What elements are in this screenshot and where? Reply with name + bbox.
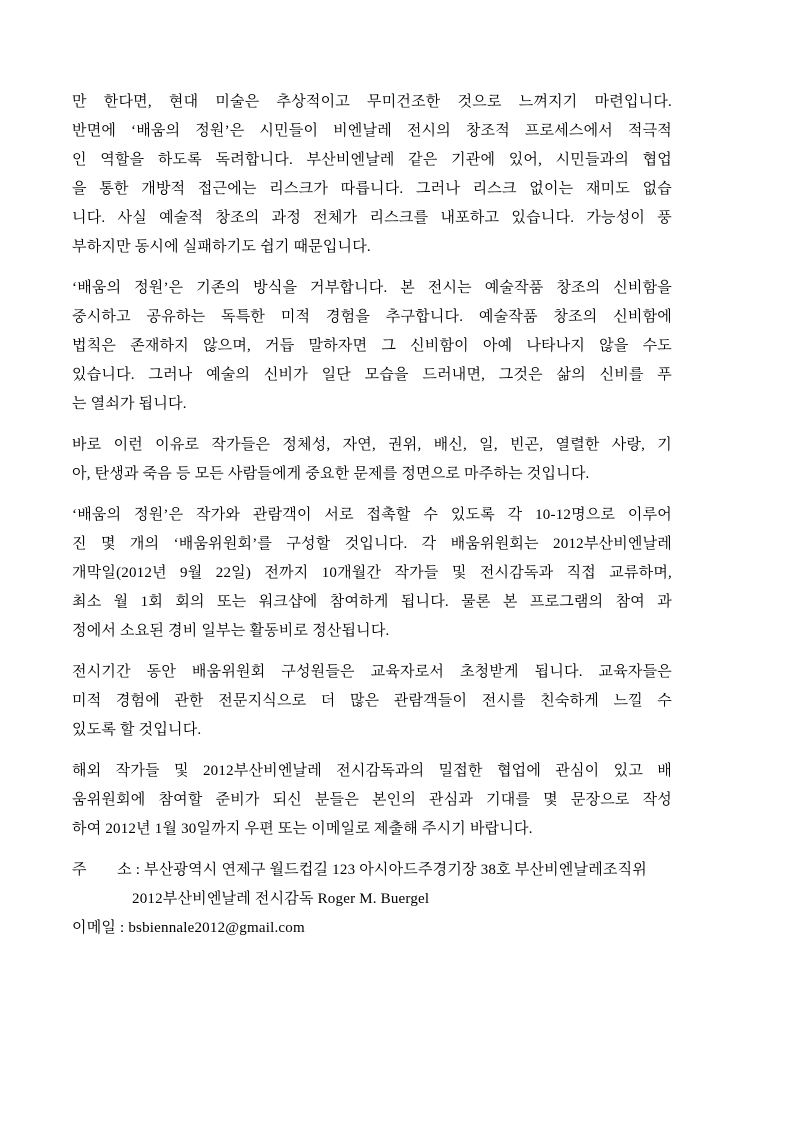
text-line: 니다. 사실 예술적 창조의 과정 전체가 리스크를 내포하고 있습니다. 가능성이 풍 — [72, 210, 672, 226]
text-line: 을 통한 개방적 접근에는 리스크가 따릅니다. 그러나 리스크 없이는 재미도 없습 — [72, 181, 672, 197]
paragraph-5 — [72, 658, 672, 745]
text-line: ‘배움의 정원’은 기존의 방식을 거부합니다. 본 전시는 예술작품 창조의 신비함을 — [72, 280, 672, 296]
email-line: 이메일 : bsbiennale2012@gmail.com — [72, 920, 305, 936]
paragraph-6 — [72, 757, 672, 844]
text-line: 있습니다. 그러나 예술의 신비가 일단 모습을 드러내면, 그것은 삶의 신비를 푸 — [72, 367, 672, 383]
text-line: 개막일(2012년 9월 22일) 전까지 10개월간 작가들 및 전시감독과 직접 교류하며, — [72, 565, 672, 581]
text-line: 최소 월 1회 회의 또는 워크샵에 참여하게 됩니다. 물론 본 프로그램의 참여 과 — [72, 594, 672, 610]
paragraph-3 — [72, 431, 672, 489]
contact-block — [72, 856, 672, 943]
text-line: 정에서 소요된 경비 일부는 활동비로 정산됩니다. — [72, 623, 390, 639]
text-line: 있도록 할 것입니다. — [72, 722, 202, 738]
address-line: 주 소 : 부산광역시 연제구 월드컵길 123 아시아드주경기장 38호 부산비엔날레조직위 — [72, 862, 647, 878]
text-line: 전시기간 동안 배움위원회 구성원들은 교육자로서 초청받게 됩니다. 교육자들은 — [72, 664, 672, 680]
text-line: 는 열쇠가 됩니다. — [72, 396, 187, 412]
text-line: 반면에 ‘배움의 정원’은 시민들이 비엔날레 전시의 창조적 프로세스에서 적극적 — [72, 123, 672, 139]
text-line: 인 역할을 하도록 독려합니다. 부산비엔날레 같은 기관에 있어, 시민들과의 협업 — [72, 152, 672, 168]
text-line: 해외 작가들 및 2012부산비엔날레 전시감독과의 밀접한 협업에 관심이 있고 배 — [72, 763, 672, 779]
director-line: 2012부산비엔날레 전시감독 Roger M. Buergel — [132, 891, 430, 907]
paragraph-1 — [72, 88, 672, 262]
text-line: 움위원회에 참여할 준비가 되신 분들은 본인의 관심과 기대를 몇 문장으로 작성 — [72, 792, 672, 808]
text-line: 하여 2012년 1월 30일까지 우편 또는 이메일로 제출해 주시기 바랍니다. — [72, 821, 533, 837]
paragraph-2 — [72, 274, 672, 419]
text-line: 바로 이런 이유로 작가들은 정체성, 자연, 권위, 배신, 일, 빈곤, 열렬한 사랑, 기 — [72, 437, 672, 453]
text-line: ‘배움의 정원’은 작가와 관람객이 서로 접촉할 수 있도록 각 10-12명으로 이루어 — [72, 507, 672, 523]
document-body — [72, 88, 672, 943]
text-line: 진 몇 개의 ‘배움위원회’를 구성할 것입니다. 각 배움위원회는 2012부산비엔날레 — [72, 536, 672, 552]
text-line: 중시하고 공유하는 독특한 미적 경험을 추구합니다. 예술작품 창조의 신비함에 — [72, 309, 672, 325]
text-line: 법칙은 존재하지 않으며, 거듭 말하자면 그 신비함이 아예 나타나지 않을 수도 — [72, 338, 672, 354]
paragraph-4 — [72, 501, 672, 646]
text-line: 미적 경험에 관한 전문지식으로 더 많은 관람객들이 전시를 친숙하게 느낄 수 — [72, 693, 672, 709]
text-line: 부하지만 동시에 실패하기도 쉽기 때문입니다. — [72, 239, 371, 255]
text-line: 만 한다면, 현대 미술은 추상적이고 무미건조한 것으로 느껴지기 마련입니다. — [72, 94, 672, 110]
text-line: 아, 탄생과 죽음 등 모든 사람들에게 중요한 문제를 정면으로 마주하는 것입니다. — [72, 466, 590, 482]
